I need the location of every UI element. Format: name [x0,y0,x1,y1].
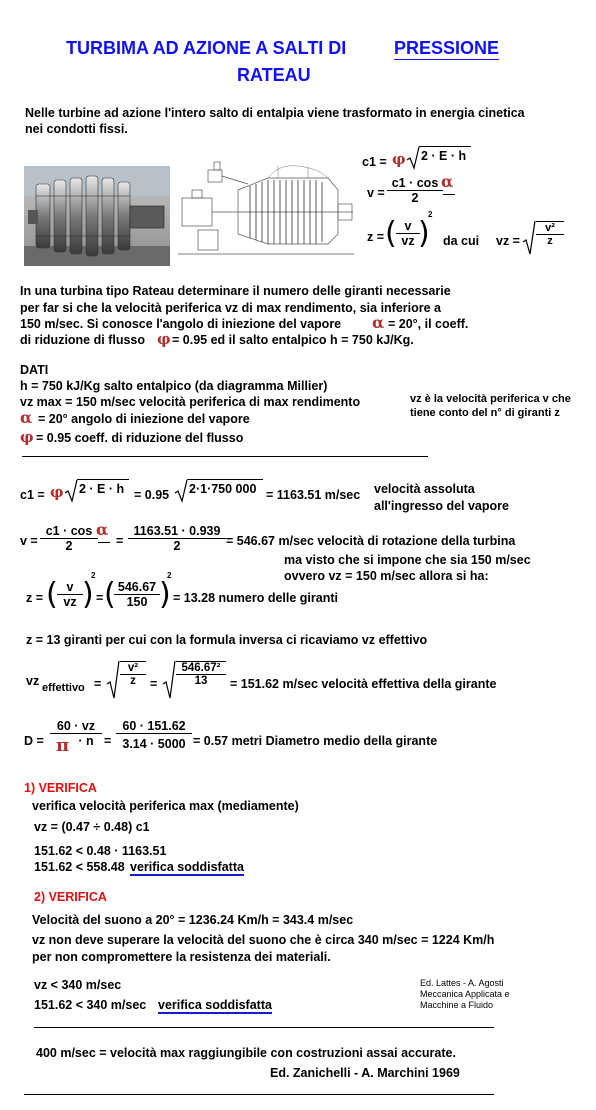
calc-v-result: = 546.67 m/sec velocità di rotazione della turbina [226,534,516,548]
calc-z-result: = 13.28 numero delle giranti [173,591,338,605]
calc-z-den: vz [63,595,77,609]
page-title-line1: TURBIMA AD AZIONE A SALTI DI [66,38,347,58]
calc-vze-fraction [120,661,146,687]
calc-D-num2: 60 · 151.62 [116,719,192,734]
calc-v-note2: ovvero vz = 150 m/sec allora si ha: [284,569,489,583]
divider [24,1094,494,1095]
formula-z-num: v [396,219,420,234]
alpha-symbol: α [441,172,454,191]
calc-z-fraction [57,580,83,609]
calc-c1-result: = 1163.51 m/sec [266,488,361,502]
verifica2-line2: vz non deve superare la velocità del suono che è circa 340 m/sec = 1224 Km/h [32,933,495,947]
calc-v-fraction2 [128,524,226,553]
calc-c1-lhs: c1 = [20,488,45,502]
calc-D-eq: = [104,734,112,748]
page-title-pressione: PRESSIONE [394,38,500,58]
calc-vze-eq2: = [150,677,158,691]
alpha-symbol: α [20,408,33,427]
verifica2-line5: 151.62 < 340 m/sec [34,998,147,1012]
formula-vz-lhs: vz = [496,234,520,248]
calc-vze-den2: 13 [194,675,208,687]
calc-c1-radicand2: 2·1·750 000 [187,479,263,496]
calc-vze-num: v² [120,662,146,675]
phi-symbol: φ [50,483,64,501]
calc-vze-den: z [130,675,136,687]
dati-alpha: = 20° angolo di iniezione del vapore [38,412,250,426]
calc-D-den2: 3.14 · 5000 [122,737,186,751]
calc-z-num2: 546.67 [114,580,160,595]
alpha-symbol: α [96,520,109,539]
calc-v-den: 2 [65,539,73,553]
dati-h: h = 750 kJ/Kg salto entalpico (da diagramma Millier) [20,379,328,393]
verifica2-ok: verifica soddisfatta [158,998,272,1012]
sqrt-symbol [174,479,188,503]
turbine-section-drawing [178,160,358,262]
formula-z-fraction [396,219,420,248]
calc-vze-num2: 546.67² [176,662,226,675]
verifica2-ref1: Ed. Lattes - A. Agosti [420,978,504,988]
calc-c1-note1: velocità assoluta [374,482,475,496]
page-title-line2: RATEAU [237,65,311,85]
pi-symbol: π [56,735,70,756]
calc-v-num2: 1163.51 · 0.939 [128,524,226,539]
dati-note2: tiene conto del n° di giranti z [410,407,560,419]
divider [34,1027,494,1028]
calc-z-num: v [57,580,83,595]
footer-line1: 400 m/sec = velocità max raggiungibile con costruzioni assai accurate. [36,1046,456,1060]
calc-z-eq: = [96,591,104,605]
calc-v-num: c1 · cos [40,524,98,539]
calc-c1-note2: all'ingresso del vapore [374,499,509,513]
formula-z-den: vz [401,234,415,248]
verifica1-line3: 151.62 < 0.48 · 1163.51 [34,844,167,858]
dati-phi: = 0.95 coeff. di riduzione del flusso [36,431,244,445]
problem-line2: per far si che la velocità periferica vz di max rendimento, sia inferiore a [20,301,442,315]
problem-line3b: = 20°, il coeff. [388,317,469,331]
calc-D-den: · n [78,734,94,748]
intro-line1: Nelle turbine ad azione l'intero salto di entalpia viene trasformato in energia cinetica [25,106,525,120]
dati-vzmax: vz max = 150 m/sec velocità periferica di max rendimento [20,395,361,409]
formula-c1-lhs: c1 = [362,155,387,169]
verifica1-line4: 151.62 < 558.48 [34,860,125,874]
verifica2-ref2: Meccanica Applicata e [420,989,510,999]
verifica2-line1: Velocità del suono a 20° = 1236.24 Km/h = 343.4 m/sec [32,913,354,927]
calc-D-result: = 0.57 metri Diametro medio della girante [193,734,438,748]
da-cui-label: da cui [443,234,480,248]
sqrt-symbol [522,220,536,256]
verifica1-ok: verifica soddisfatta [130,860,244,874]
turbine-rotor-photo [24,166,170,266]
calc-c1-radicand: 2 · E · h [77,479,129,496]
divider [22,456,428,457]
calc-v-eq: = [116,534,124,548]
dati-note1: vz è la velocità periferica v che [410,393,571,405]
problem-line4: di riduzione di flusso [20,333,145,347]
verifica1-line1: verifica velocità periferica max (mediamente) [32,799,299,813]
calc-z-den2: 150 [126,595,148,609]
calc-vze-result: = 151.62 m/sec velocità effettiva della girante [230,677,497,691]
sqrt-symbol [406,146,420,170]
sqrt-symbol [64,479,78,503]
problem-line4b: = 0.95 ed il salto entalpico h = 750 kJ/Kg. [172,333,414,347]
verifica2-ref3: Macchine a Fluido [420,1000,494,1010]
sqrt-symbol [106,660,120,700]
formula-v-fraction [387,176,443,205]
calc-z-exp: 2 [91,571,96,580]
formula-z-exp: 2 [428,210,433,219]
verifica2-line4: vz < 340 m/sec [34,978,122,992]
calc-vze-eq: = [94,677,102,691]
formula-v-num: c1 · cos [387,176,443,191]
formula-c1-radicand: 2 · E · h [419,146,471,163]
sqrt-symbol [162,660,176,700]
footer-line2: Ed. Zanichelli - A. Marchini 1969 [270,1066,460,1080]
dati-heading: DATI [20,363,49,377]
formula-vz-den: z [547,235,553,247]
calc-z-lhs: z = [26,591,44,605]
phi-symbol: φ [157,330,171,348]
formula-vz-num: v² [536,222,564,235]
calc-vze-lhs: vz [26,674,40,688]
verifica2-heading: 2) VERIFICA [34,890,107,904]
phi-symbol: φ [392,150,406,168]
problem-line1: In una turbina tipo Rateau determinare il numero delle giranti necessarie [20,284,451,298]
calc-z-fraction2 [114,580,160,609]
calc-v-fraction [40,524,98,553]
calc-vze-fraction2 [176,661,226,687]
calc-v-lhs: v = [20,534,38,548]
intro-line2: nei condotti fissi. [25,122,128,136]
phi-symbol: φ [20,428,34,446]
problem-line3: 150 m/sec. Si conosce l'angolo di iniezione del vapore [20,317,342,331]
calc-z13: z = 13 giranti per cui con la formula inversa ci ricaviamo vz effettivo [26,633,428,647]
calc-D-fraction2 [116,719,192,751]
formula-vz-fraction [536,221,564,247]
verifica2-line3: per non compromettere la resistenza dei materiali. [32,950,331,964]
alpha-symbol: α [372,313,385,332]
calc-v-note1: ma visto che si impone che sia 150 m/sec [284,553,531,567]
calc-c1-mid: = 0.95 [134,488,170,502]
formula-z-lhs: z = [367,230,385,244]
calc-v-den2: 2 [173,539,181,553]
verifica1-heading: 1) VERIFICA [24,781,97,795]
calc-D-lhs: D = [24,734,44,748]
calc-z-exp2: 2 [167,571,172,580]
formula-v-lhs: v = [367,186,385,200]
verifica1-line2: vz = (0.47 ÷ 0.48) c1 [34,820,150,834]
calc-D-num: 60 · vz [50,719,102,734]
formula-v-den: 2 [411,191,419,205]
calc-vze-sub: effettivo [42,682,85,694]
